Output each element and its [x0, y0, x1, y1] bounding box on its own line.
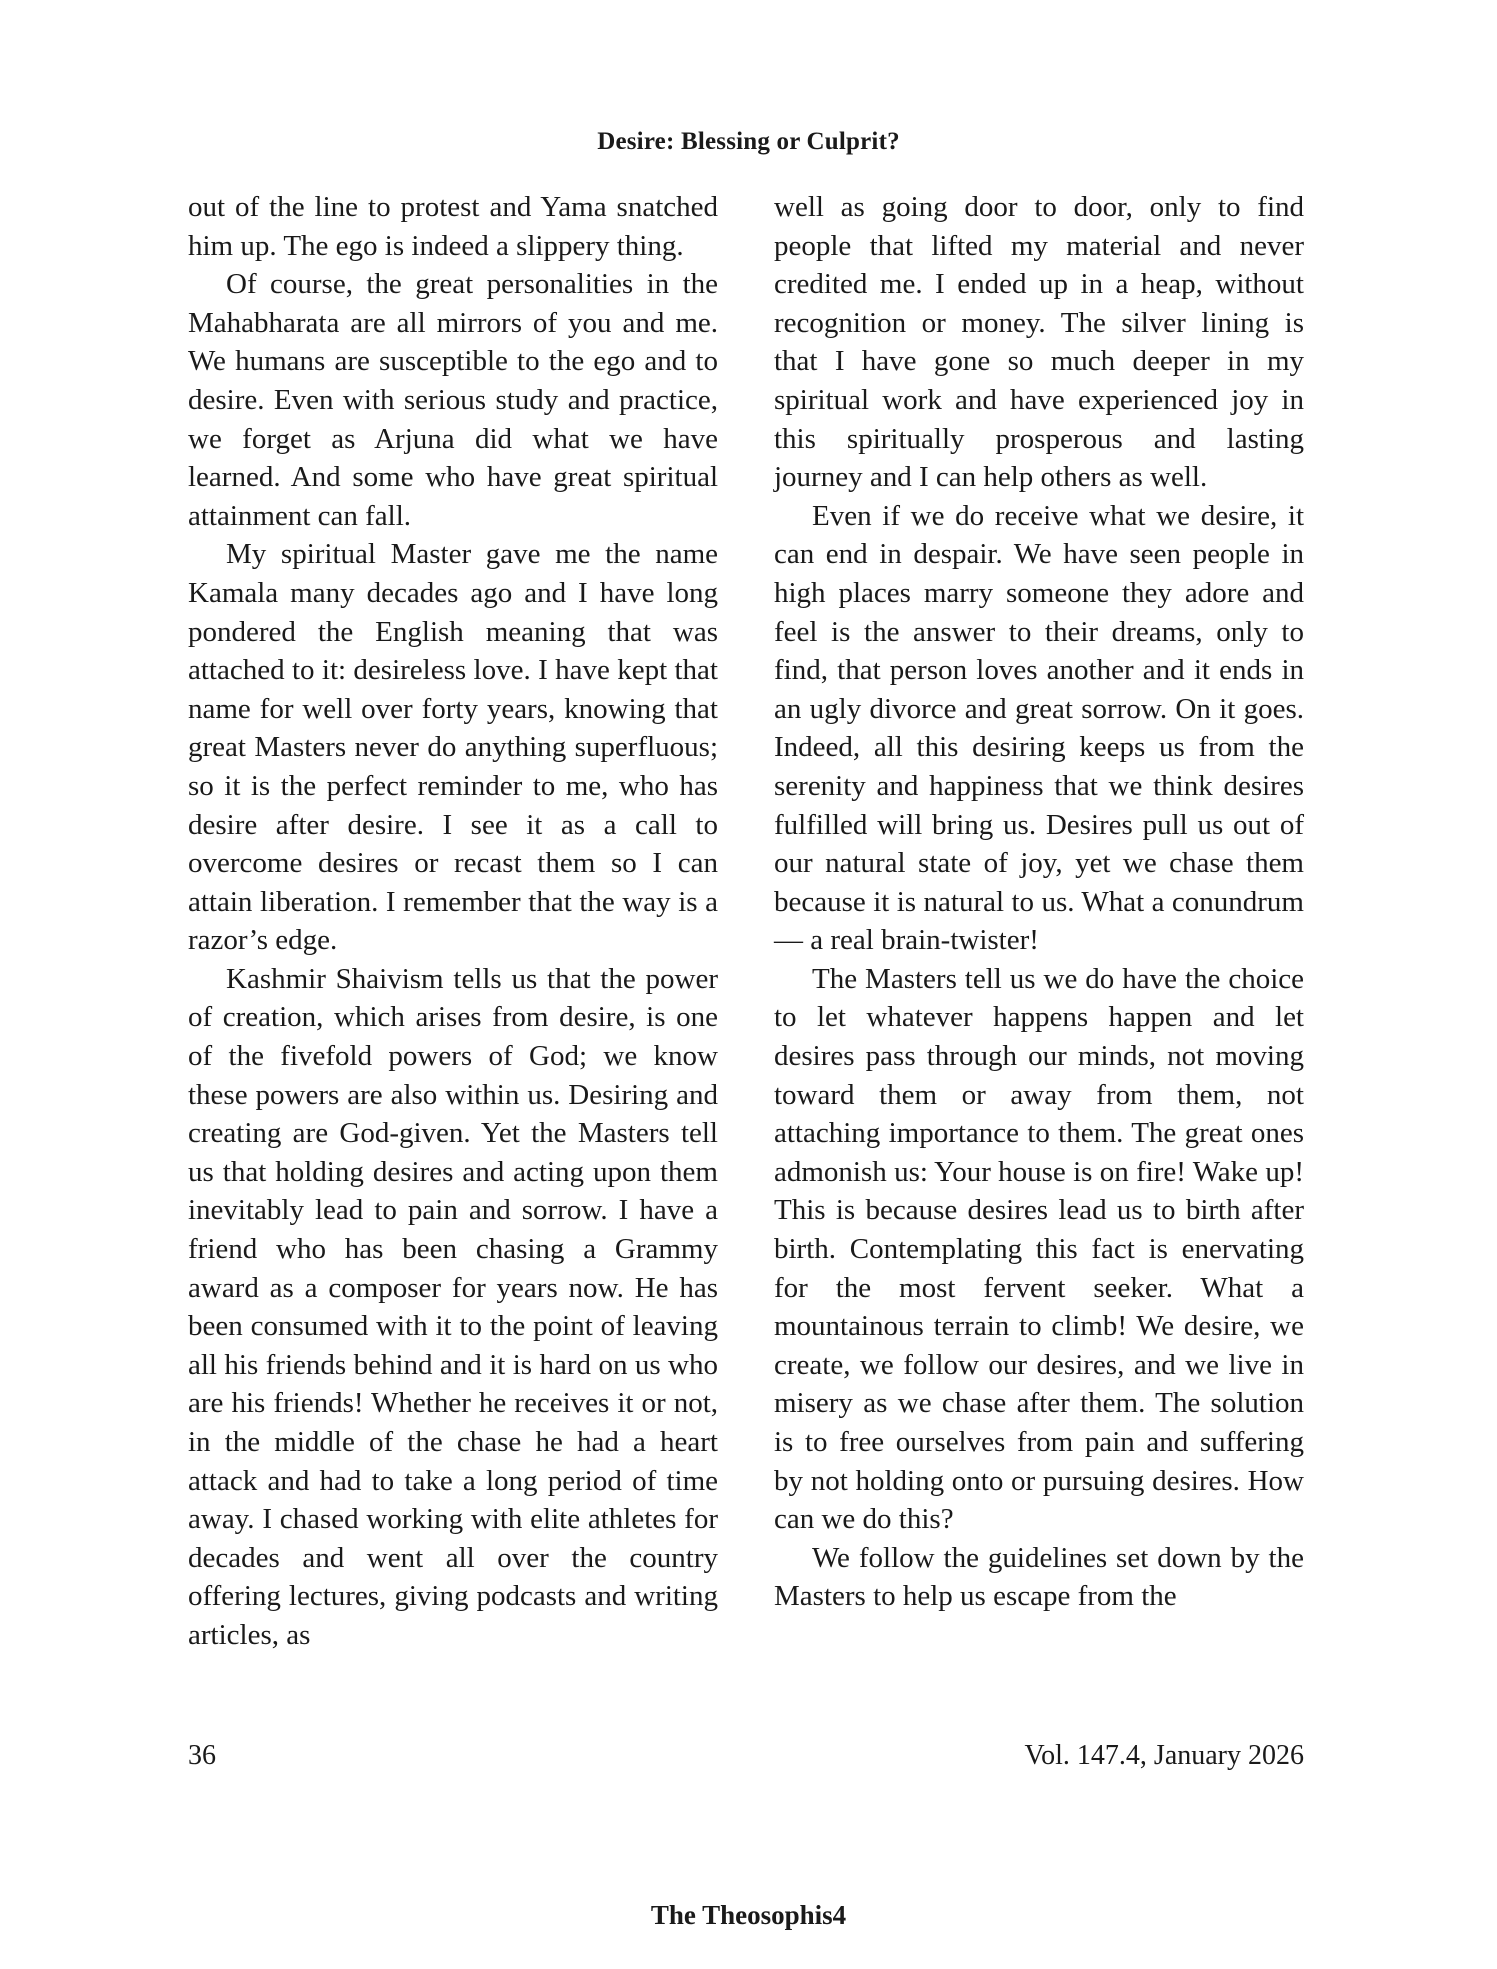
paragraph: Of course, the great personalities in the Mahabharata are all mirrors of you and me. We humans are susceptible to the ego and to desire. Even with serious study and practice, we forget as Arjuna did what we have learned. And some who have great spiritual attainment can fall.: [188, 268, 718, 532]
paragraph: out of the line to protest and Yama snatched him up. The ego is indeed a slippery thing.: [188, 191, 718, 262]
running-head-title: Desire: Blessing or Culprit?: [597, 128, 900, 155]
footer-journal-name: The Theosophis4: [650, 1900, 847, 1930]
page-number: 36: [188, 1740, 216, 1771]
issue-info: Vol. 147.4, January 2026: [1024, 1740, 1304, 1771]
left-column: [188, 188, 718, 1655]
paragraph: My spiritual Master gave me the name Kamala many decades ago and I have long pondered the English meaning that was attached to it: desireless love. I have kept that name for well over forty years, knowing that great Masters never do anything superfluous; so it is the perfect reminder to me, who has desire after desire. I see it as a call to overcome desires or recast them so I can attain liberation. I remember that the way is a razor’s edge.: [188, 538, 718, 957]
paragraph: The Masters tell us we do have the choice to let whatever happens happen and let desires pass through our minds, not moving toward them or away from them, not attaching importance to them. The great ones admonish us: Your house is on fire! Wake up! This is because desires lead us to birth after birth. Contemplating this fact is enervating for the most fervent seeker. What a mountainous terrain to climb! We desire, we create, we follow our desires, and we live in misery as we chase after them. The solution is to free ourselves from pain and suffering by not holding onto or pursuing desires. How can we do this?: [774, 962, 1304, 1536]
paragraph: Kashmir Shaivism tells us that the power of creation, which arises from desire, is one of the fivefold powers of God; we know these powers are also within us. Desiring and creating are God-given. Yet the Masters tell us that holding desires and acting upon them inevitably lead to pain and sorrow. I have a friend who has been chasing a Grammy award as a composer for years now. He has been consumed with it to the point of leaving all his friends behind and it is hard on us who are his friends! Whether he receives it or not, in the middle of the chase he had a heart attack and had to take a long period of time away. I chased working with elite athletes for decades and went all over the country offering lectures, giving podcasts and writing articles, as: [188, 962, 718, 1651]
paragraph: We follow the guidelines set down by the Masters to help us escape from the: [774, 1541, 1304, 1613]
right-column: [774, 188, 1304, 1616]
paragraph: well as going door to door, only to find people that lifted my material and never credited me. I ended up in a heap, without recognition or money. The silver lining is that I have gone so much deeper in my spiritual work and have experienced joy in this spiritually prosperous and lasting journey and I can help others as well.: [774, 191, 1304, 494]
paragraph: Even if we do receive what we desire, it can end in despair. We have seen people in high places marry someone they adore and feel is the answer to their dreams, only to find, that person loves another and it ends in an ugly divorce and great sorrow. On it goes. Indeed, all this desiring keeps us from the serenity and happiness that we think desires fulfilled will bring us. Desires pull us out of our natural state of joy, yet we chase them because it is natural to us. What a conundrum — a real brain-twister!: [774, 499, 1304, 957]
